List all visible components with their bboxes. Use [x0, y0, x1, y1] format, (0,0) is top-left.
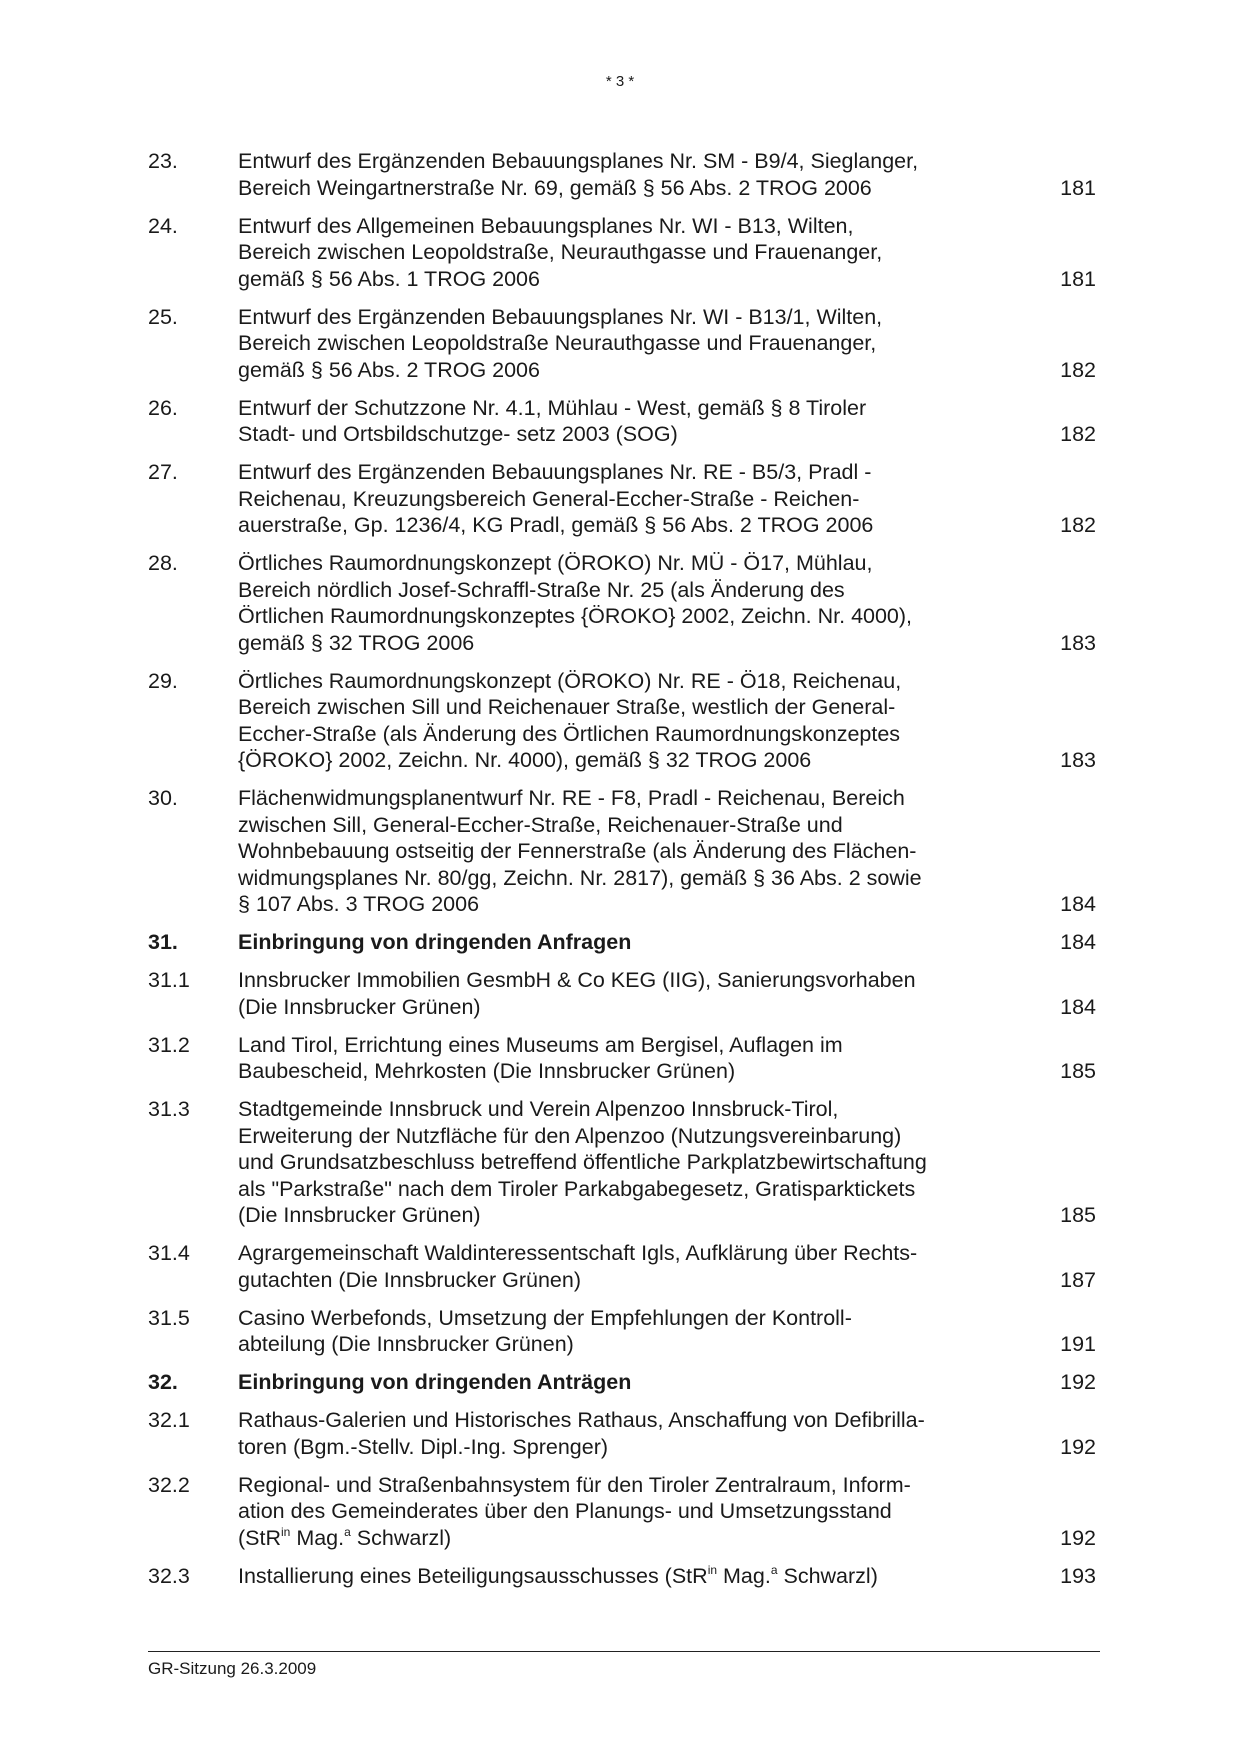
- toc-entry-page: 182: [1060, 422, 1096, 446]
- toc-entry: [148, 1240, 1096, 1293]
- toc-entry-title: [238, 550, 998, 656]
- toc-entry-number: 31.3: [148, 1097, 190, 1121]
- toc-entry-title: [238, 213, 998, 293]
- toc-entry-title-line: gutachten (Die Innsbrucker Grünen): [238, 1267, 581, 1292]
- toc-entry-title-line: als "Parkstraße" nach dem Tiroler Parkabgabegesetz, Gratisparktickets: [238, 1176, 916, 1201]
- toc-entry-number: 28.: [148, 551, 178, 575]
- toc-entry-title-line: Bereich Weingartnerstraße Nr. 69, gemäß § 56 Abs. 2 TROG 2006: [238, 175, 872, 200]
- toc-entry-page: 182: [1060, 513, 1096, 537]
- toc-entry-title-line: Stadt- und Ortsbildschutzge- setz 2003 (SOG): [238, 422, 678, 446]
- toc-entry-title-line: und Grundsatzbeschluss betreffend öffentliche Parkplatzbewirtschaftung: [238, 1150, 927, 1174]
- title-fragment: (StR: [238, 1525, 281, 1550]
- toc-entry-title-line: widmungsplanes Nr. 80/gg, Zeichn. Nr. 2817), gemäß § 36 Abs. 2 sowie: [238, 865, 922, 890]
- toc-entry-number: 31.4: [148, 1241, 190, 1265]
- toc-entry-title: [238, 785, 998, 918]
- toc-entry-page: 185: [1060, 1203, 1096, 1227]
- toc-entry-title-line: auerstraße, Gp. 1236/4, KG Pradl, gemäß § 56 Abs. 2 TROG 2006: [238, 513, 874, 537]
- toc-entry: [148, 785, 1096, 918]
- toc-entry-title-line: Bereich zwischen Leopoldstraße, Neurauthgasse und Frauenanger,: [238, 240, 883, 264]
- toc-entry-title-line: gemäß § 56 Abs. 2 TROG 2006: [238, 357, 540, 382]
- toc-entry-number: 23.: [148, 149, 178, 173]
- toc-entry-title-line: Örtliches Raumordnungskonzept (ÖROKO) Nr. MÜ - Ö17, Mühlau,: [238, 551, 873, 575]
- toc-entry-title-line: (Die Innsbrucker Grünen): [238, 994, 481, 1019]
- toc-entry-title-line: Baubescheid, Mehrkosten (Die Innsbrucker Grünen): [238, 1059, 736, 1083]
- toc-entry-title-line: {ÖROKO} 2002, Zeichn. Nr. 4000), gemäß § 32 TROG 2006: [238, 748, 812, 772]
- title-fragment: Installierung eines Beteiligungsausschusses (StR: [238, 1563, 708, 1588]
- toc-entry-title-line: Stadtgemeinde Innsbruck und Verein Alpenzoo Innsbruck-Tirol,: [238, 1097, 839, 1121]
- toc-entry-number: 27.: [148, 460, 178, 484]
- toc-entry-page: 181: [1060, 266, 1096, 291]
- toc-entry: [148, 1369, 1096, 1396]
- toc-entry-page: 184: [1060, 994, 1096, 1019]
- toc-entry-title: [238, 459, 998, 539]
- toc-entry-page: 182: [1060, 357, 1096, 382]
- toc-entry-title-line: ation des Gemeinderates über den Planungs- und Umsetzungsstand: [238, 1499, 892, 1523]
- toc-entry-number: 31.1: [148, 968, 190, 992]
- toc-entry-title-line: Entwurf des Ergänzenden Bebauungsplanes Nr. SM - B9/4, Sieglanger,: [238, 149, 919, 173]
- toc-entry-title-line: Bereich zwischen Sill und Reichenauer Straße, westlich der General-: [238, 695, 896, 719]
- toc-entry-title-line: Eccher-Straße (als Änderung des Örtlichen Raumordnungskonzeptes: [238, 721, 901, 746]
- toc-entry-title: [238, 967, 998, 1020]
- toc-entry: [148, 304, 1096, 384]
- toc-entry-title-line: gemäß § 56 Abs. 1 TROG 2006: [238, 266, 540, 291]
- toc-entry-title: [238, 395, 998, 448]
- toc-entry-title-line: Entwurf der Schutzzone Nr. 4.1, Mühlau - West, gemäß § 8 Tiroler: [238, 395, 867, 420]
- toc-entry-title-line: Entwurf des Allgemeinen Bebauungsplanes Nr. WI - B13, Wilten,: [238, 213, 854, 238]
- toc-entry-page: 192: [1060, 1370, 1096, 1394]
- toc-entry-title: [238, 148, 998, 201]
- toc-entry-title: [238, 304, 998, 384]
- toc-entry-title: [238, 929, 998, 956]
- toc-entry-number: 29.: [148, 668, 178, 693]
- toc-entry-page: 181: [1060, 175, 1096, 200]
- footer-session-date: GR-Sitzung 26.3.2009: [148, 1659, 317, 1678]
- superscript: a: [770, 1562, 778, 1577]
- toc-entry: [148, 148, 1096, 201]
- footer-divider: [148, 1651, 1100, 1652]
- page-number: * 3 *: [605, 73, 635, 90]
- toc-entry-title-line: Land Tirol, Errichtung eines Museums am Bergisel, Auflagen im: [238, 1032, 843, 1057]
- toc-entry-title-line: Entwurf des Ergänzenden Bebauungsplanes Nr. RE - B5/3, Pradl -: [238, 460, 872, 484]
- toc-entry-title: [238, 1563, 998, 1590]
- toc-entry: [148, 550, 1096, 656]
- toc-entry-title-line: Casino Werbefonds, Umsetzung der Empfehlungen der Kontroll-: [238, 1305, 852, 1330]
- title-fragment: Schwarzl): [777, 1563, 878, 1588]
- toc-entry-page: 192: [1060, 1434, 1096, 1459]
- table-of-contents: [148, 148, 1096, 1601]
- toc-entry-page: 185: [1060, 1059, 1096, 1083]
- toc-entry: [148, 668, 1096, 774]
- toc-entry-title: [238, 1407, 998, 1460]
- toc-entry-title: [238, 1032, 998, 1085]
- toc-entry-title: [238, 1472, 998, 1552]
- superscript: in: [707, 1562, 718, 1577]
- toc-entry-title-line: (Die Innsbrucker Grünen): [238, 1203, 481, 1227]
- toc-entry-number: 32.1: [148, 1408, 190, 1432]
- superscript: in: [281, 1524, 291, 1539]
- toc-entry-number: 26.: [148, 395, 178, 420]
- toc-entry: [148, 213, 1096, 293]
- toc-entry: [148, 1096, 1096, 1229]
- toc-entry-title-line: Einbringung von dringenden Anträgen: [238, 1370, 632, 1394]
- toc-entry-title-line: zwischen Sill, General-Eccher-Straße, Reichenauer-Straße und: [238, 812, 843, 837]
- toc-entry-title-line: [238, 1525, 998, 1552]
- toc-entry-page: 191: [1060, 1332, 1096, 1356]
- toc-entry-title-line: gemäß § 32 TROG 2006: [238, 630, 475, 655]
- toc-entry-page: 184: [1060, 930, 1096, 954]
- toc-entry: [148, 1032, 1096, 1085]
- toc-entry-title: [238, 668, 998, 774]
- toc-entry-title-line: Örtliches Raumordnungskonzept (ÖROKO) Nr. RE - Ö18, Reichenau,: [238, 668, 902, 693]
- toc-entry-title-line: [238, 1563, 998, 1590]
- toc-entry-title-line: Rathaus-Galerien und Historisches Rathaus, Anschaffung von Defibrilla-: [238, 1408, 925, 1432]
- toc-entry-number: 24.: [148, 213, 178, 238]
- toc-entry: [148, 395, 1096, 448]
- toc-entry-title-line: Örtlichen Raumordnungskonzeptes {ÖROKO} 2002, Zeichn. Nr. 4000),: [238, 604, 913, 628]
- toc-entry-title-line: Flächenwidmungsplanentwurf Nr. RE - F8, Pradl - Reichenau, Bereich: [238, 786, 905, 810]
- toc-entry-number: 32.3: [148, 1563, 190, 1588]
- toc-entry-number: 32.: [148, 1370, 178, 1394]
- toc-entry-number: 31.2: [148, 1032, 190, 1057]
- toc-entry-page: 183: [1060, 748, 1096, 772]
- toc-entry-title-line: Regional- und Straßenbahnsystem für den Tiroler Zentralraum, Inform-: [238, 1472, 911, 1497]
- toc-entry: [148, 929, 1096, 956]
- toc-entry: [148, 1472, 1096, 1552]
- toc-entry-title-line: Reichenau, Kreuzungsbereich General-Eccher-Straße - Reichen-: [238, 486, 860, 511]
- toc-entry-page: 183: [1060, 630, 1096, 655]
- title-fragment: Mag.: [717, 1563, 771, 1588]
- toc-entry-title: [238, 1240, 998, 1293]
- toc-entry-page: 187: [1060, 1267, 1096, 1292]
- toc-entry: [148, 967, 1096, 1020]
- toc-entry-number: 31.: [148, 930, 178, 954]
- toc-entry-title-line: abteilung (Die Innsbrucker Grünen): [238, 1332, 574, 1356]
- toc-entry-title-line: Einbringung von dringenden Anfragen: [238, 930, 632, 954]
- toc-entry-title-line: Erweiterung der Nutzfläche für den Alpenzoo (Nutzungsvereinbarung): [238, 1123, 902, 1148]
- toc-entry-title-line: Bereich nördlich Josef-Schraffl-Straße Nr. 25 (als Änderung des: [238, 577, 845, 602]
- toc-entry: [148, 1563, 1096, 1590]
- toc-entry: [148, 459, 1096, 539]
- toc-entry-page: 192: [1060, 1525, 1096, 1550]
- toc-entry-title-line: Wohnbebauung ostseitig der Fennerstraße (als Änderung des Flächen-: [238, 839, 917, 863]
- toc-entry-number: 32.2: [148, 1472, 190, 1497]
- superscript: a: [344, 1524, 351, 1539]
- toc-entry-page: 184: [1060, 892, 1096, 916]
- toc-entry-number: 30.: [148, 786, 178, 810]
- toc-entry-title-line: Agrargemeinschaft Waldinteressentschaft Igls, Aufklärung über Rechts-: [238, 1241, 918, 1265]
- toc-entry-title-line: § 107 Abs. 3 TROG 2006: [238, 892, 480, 916]
- title-fragment: Mag.: [290, 1525, 345, 1550]
- toc-entry-title: [238, 1369, 998, 1396]
- toc-entry-title-line: Bereich zwischen Leopoldstraße Neurauthgasse und Frauenanger,: [238, 331, 877, 355]
- toc-entry-title-line: Innsbrucker Immobilien GesmbH & Co KEG (IIG), Sanierungsvorhaben: [238, 968, 916, 992]
- toc-entry: [148, 1305, 1096, 1358]
- toc-entry: [148, 1407, 1096, 1460]
- toc-entry-number: 25.: [148, 304, 178, 329]
- toc-entry-title-line: Entwurf des Ergänzenden Bebauungsplanes Nr. WI - B13/1, Wilten,: [238, 304, 883, 329]
- toc-entry-title: [238, 1305, 998, 1358]
- toc-entry-page: 193: [1060, 1563, 1096, 1588]
- toc-entry-number: 31.5: [148, 1305, 190, 1330]
- title-fragment: Schwarzl): [350, 1525, 452, 1550]
- toc-entry-title: [238, 1096, 998, 1229]
- toc-entry-title-line: toren (Bgm.-Stellv. Dipl.-Ing. Sprenger): [238, 1434, 609, 1459]
